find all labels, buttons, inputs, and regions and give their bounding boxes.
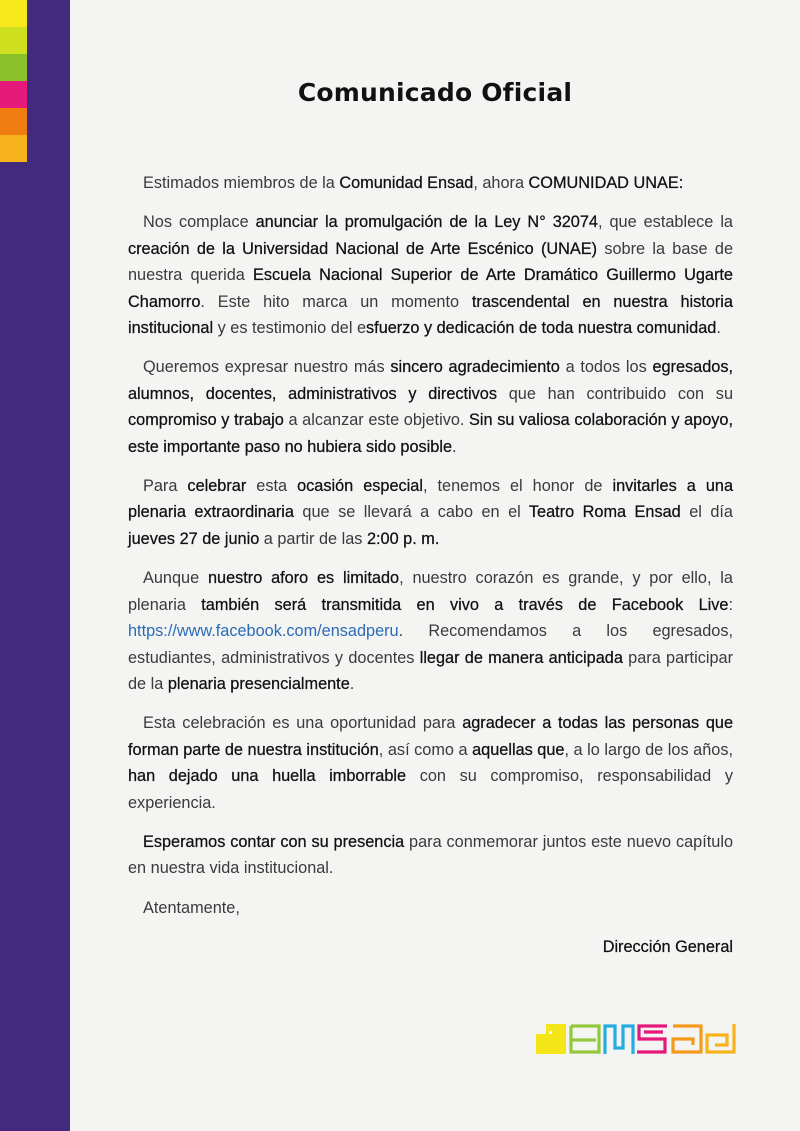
body-text: a partir de las	[259, 529, 367, 548]
emphasis-text: también será transmitida en vivo a través de Facebook Live	[201, 595, 729, 614]
body-text: , nuestro corazón es grande, y por ello, la plenaria	[128, 569, 733, 614]
emphasis-text: jueves 27 de junio	[128, 529, 260, 548]
body-text: con su compromiso, responsabilidad y experiencia.	[128, 767, 733, 812]
body-text: para conmemorar juntos este nuevo capítulo en nuestra vida institucional.	[128, 832, 733, 878]
paragraph-greeting	[128, 170, 733, 196]
color-swatch	[0, 27, 27, 54]
emphasis-text: Sin su valiosa colaboración y apoyo, este importante paso no hubiera sido posible	[128, 411, 733, 456]
emphasis-text: invitarles a una plenaria extraordinaria	[128, 477, 733, 522]
ensad-logo	[536, 1024, 736, 1054]
emphasis-text: 2:00 p. m.	[366, 529, 440, 548]
body-text: Nos complace	[143, 213, 256, 232]
color-swatch	[0, 135, 27, 162]
color-swatch	[0, 81, 27, 108]
paragraph-announcement	[128, 209, 733, 341]
body-text: , así como a	[378, 740, 473, 759]
facebook-link[interactable]: https://www.facebook.com/ensadperu	[128, 622, 399, 641]
body-text: , que establece la	[597, 213, 733, 232]
body-text: . Este hito marca un momento	[200, 292, 472, 311]
logo-letter-e	[571, 1026, 599, 1052]
body-text: Esta celebración es una oportunidad para	[143, 714, 463, 733]
emphasis-text: han dejado una huella imborrable	[128, 767, 407, 786]
body-text: , ahora	[473, 174, 529, 192]
paragraph-invitation	[128, 473, 733, 552]
color-swatch	[0, 108, 27, 135]
paragraph-gratitude	[128, 354, 733, 460]
emphasis-text: Teatro Roma Ensad	[528, 503, 681, 522]
body-text: sobre la base de nuestra querida	[128, 239, 733, 285]
logo-letter-s	[637, 1026, 667, 1052]
paragraph-closing-wish	[128, 829, 733, 882]
body-text: a alcanzar este objetivo.	[283, 411, 470, 430]
emphasis-text: plenaria presencialmente	[167, 674, 350, 693]
body-text: para participar de la	[128, 648, 733, 693]
body-text: .	[349, 674, 355, 693]
body-text: que se llevará a cabo en el	[293, 503, 529, 522]
paragraph-livestream	[128, 565, 733, 697]
body-text: . Recomendamos a los egresados, estudiantes, administrativos y docentes	[128, 622, 733, 667]
emphasis-text: nuestro aforo es limitado	[207, 569, 400, 588]
body-text: .	[452, 437, 457, 456]
logo-letter-n	[605, 1026, 633, 1054]
logo-letter-d	[707, 1024, 734, 1052]
emphasis-text: anunciar la promulgación de la Ley N° 32074	[255, 213, 598, 232]
letter-body	[128, 170, 733, 974]
color-swatch	[0, 54, 27, 81]
body-text: , tenemos el honor de	[422, 477, 613, 496]
body-text: Aunque	[143, 569, 208, 588]
body-text: :	[728, 595, 733, 614]
color-swatch-strip	[0, 0, 27, 162]
document-title: Comunicado Oficial	[297, 78, 573, 107]
emphasis-text: aquellas que	[472, 740, 565, 759]
emphasis-text: Esperamos contar con su presencia	[143, 832, 405, 851]
body-text: .	[716, 319, 721, 338]
color-swatch	[0, 0, 27, 27]
emphasis-text: Escuela Nacional Superior de Arte Dramático Guillermo Ugarte Chamorro	[128, 266, 733, 311]
signature-text: Dirección General	[602, 938, 733, 957]
body-text: esta	[246, 477, 298, 496]
emphasis-text: trascendental en nuestra historia institucional	[128, 292, 733, 338]
body-text: Para	[143, 477, 188, 496]
body-text: Estimados miembros de la	[143, 174, 340, 192]
left-sidebar-band	[0, 0, 70, 1131]
body-text: Queremos expresar nuestro más	[143, 358, 391, 377]
signature	[128, 934, 733, 960]
emphasis-text: ocasión especial	[297, 477, 423, 496]
logo-letter-a	[673, 1026, 701, 1052]
body-text: a todos los	[559, 358, 653, 377]
emphasis-text: sincero agradecimiento	[390, 358, 560, 377]
emphasis-text: celebrar	[187, 477, 247, 496]
body-text: , a lo largo de los años,	[564, 740, 733, 759]
emphasis-text: agradecer a todas las personas que forman parte de nuestra institución	[128, 714, 733, 759]
emphasis-text: COMUNIDAD UNAE:	[528, 174, 684, 192]
emphasis-text: Comunidad Ensad	[339, 174, 474, 192]
emphasis-text: creación de la Universidad Nacional de Arte Escénico (UNAE)	[128, 239, 598, 258]
emphasis-text: llegar de manera anticipada	[419, 648, 623, 667]
emphasis-text: compromiso y trabajo	[128, 411, 284, 430]
body-text: el día	[680, 503, 733, 522]
body-text: y es testimonio del e	[213, 319, 367, 338]
closing-salutation: Atentamente,	[143, 898, 240, 917]
body-text: que han contribuido con su	[497, 384, 734, 403]
emphasis-text: sfuerzo y dedicación de toda nuestra comunidad	[366, 319, 717, 338]
paragraph-celebration	[128, 710, 733, 816]
emphasis-text: egresados, alumnos, docentes, administrativos y directivos	[128, 358, 733, 403]
